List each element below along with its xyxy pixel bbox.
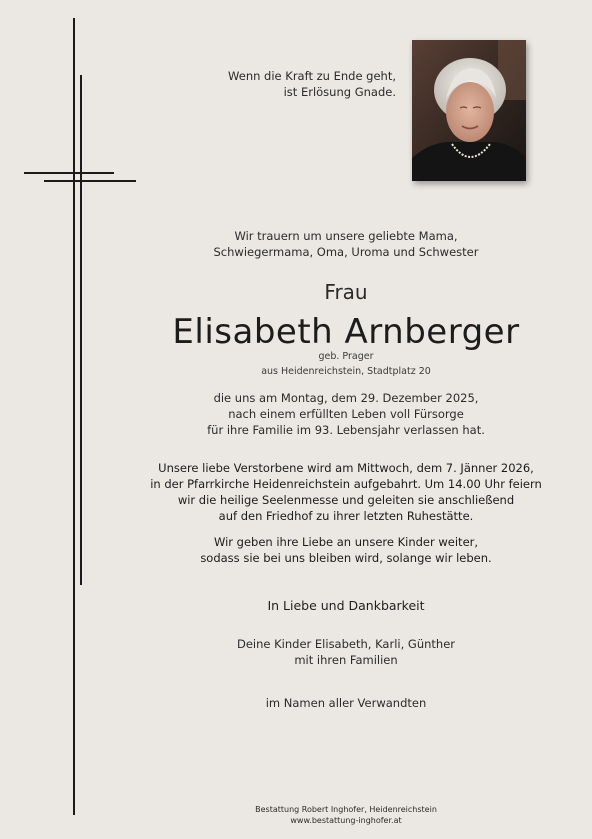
children-line-2: mit ihren Familien	[294, 653, 398, 667]
quote-line-1: Wenn die Kraft zu Ende geht,	[228, 69, 396, 83]
funeral-notice	[120, 460, 572, 524]
death-notice	[120, 390, 572, 438]
cross-vertical-line	[73, 18, 75, 815]
funeral-line-2: in der Pfarrkirche Heidenreichstein aufgebahrt. Um 14.00 Uhr feiern	[150, 477, 542, 491]
memorial-quote	[216, 68, 396, 100]
funeral-line-4: auf den Friedhof zu ihrer letzten Ruhestätte.	[218, 509, 474, 523]
quote-line-2: ist Erlösung Gnade.	[283, 85, 396, 99]
footer-company: Bestattung Robert Inghofer, Heidenreichstein	[255, 805, 437, 814]
portrait-photo	[412, 40, 526, 181]
pass-on-message	[120, 534, 572, 566]
intro-line-1: Wir trauern um unsere geliebte Mama,	[234, 229, 458, 243]
pass-on-line-2: sodass sie bei uns bleiben wird, solange wir leben.	[200, 551, 492, 565]
funeral-home-footer	[120, 804, 572, 826]
origin-address: aus Heidenreichstein, Stadtplatz 20	[261, 366, 431, 377]
footer-website[interactable]: www.bestattung-inghofer.at	[290, 816, 402, 825]
signatories	[120, 636, 572, 668]
maiden-name: geb. Prager	[318, 351, 374, 362]
death-line-2: nach einem erfüllten Leben voll Fürsorge	[228, 407, 464, 421]
honorific: Frau	[324, 280, 368, 304]
mourning-intro	[120, 228, 572, 260]
death-line-1: die uns am Montag, dem 29. Dezember 2025,	[213, 391, 479, 405]
funeral-line-3: wir die heilige Seelenmesse und geleiten sie anschließend	[177, 493, 515, 507]
cross-bar-upper	[24, 172, 114, 174]
closing-phrase: In Liebe und Dankbarkeit	[267, 598, 425, 613]
relatives-line: im Namen aller Verwandten	[265, 696, 427, 710]
cross-vertical-inner-line	[80, 75, 82, 585]
portrait-illustration	[412, 40, 526, 181]
funeral-line-1: Unsere liebe Verstorbene wird am Mittwoch, dem 7. Jänner 2026,	[158, 461, 534, 475]
pass-on-line-1: Wir geben ihre Liebe an unsere Kinder weiter,	[213, 535, 479, 549]
children-line-1: Deine Kinder Elisabeth, Karli, Günther	[236, 637, 455, 651]
death-line-3: für ihre Familie im 93. Lebensjahr verlassen hat.	[207, 423, 485, 437]
deceased-name: Elisabeth Arnberger	[172, 312, 520, 352]
cross-bar-lower	[44, 180, 136, 182]
intro-line-2: Schwiegermama, Oma, Uroma und Schwester	[213, 245, 479, 259]
